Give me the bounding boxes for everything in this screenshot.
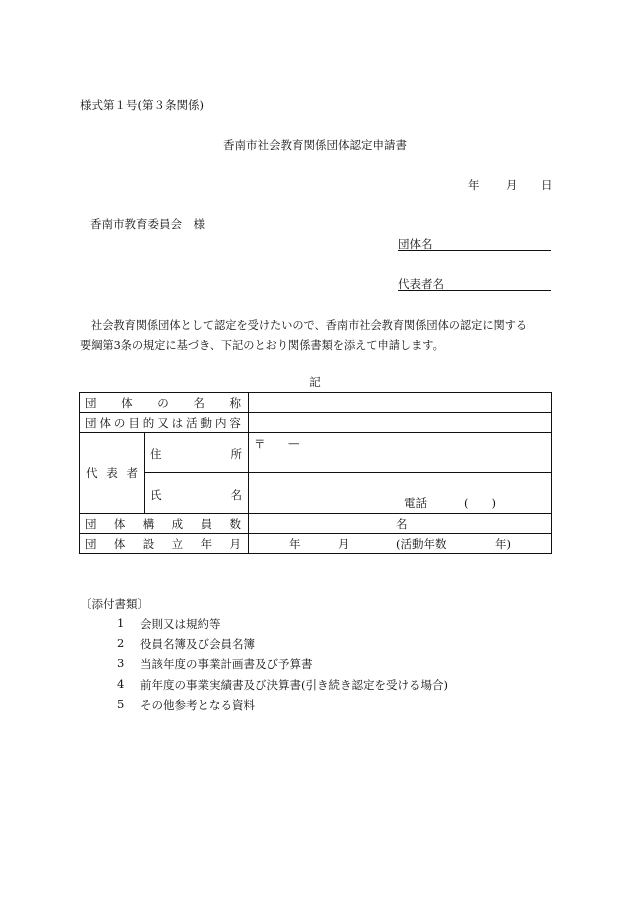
label-purpose: 団 体 の 目 的 又 は 活 動 内 容 xyxy=(85,416,241,430)
body-text-line-2: 要綱第3条の規定に基づき、下記のとおり関係書類を添えて申請します。 xyxy=(80,339,444,352)
table-rule xyxy=(551,392,552,554)
attachment-item: 前年度の事業実績書及び決算書(引き続き認定を受ける場合) xyxy=(140,678,448,692)
label-representative: 代 表 者 xyxy=(86,466,138,480)
org-name-label: 団体名 xyxy=(398,237,433,251)
founded-year-label: 年 xyxy=(289,537,301,551)
attachment-number: 1 xyxy=(117,616,125,630)
attachment-number: 4 xyxy=(117,677,125,691)
table-rule xyxy=(144,432,145,513)
date-day-label: 日 xyxy=(541,178,553,192)
attachments-heading: 〔添付書類〕 xyxy=(80,597,149,611)
form-number: 様式第１号(第３条関係) xyxy=(80,98,204,112)
org-name-field[interactable] xyxy=(398,250,551,251)
table-rule xyxy=(79,553,552,554)
attachment-number: 3 xyxy=(117,656,125,670)
purpose-cell[interactable] xyxy=(250,413,550,432)
table-rule xyxy=(79,392,80,554)
members-unit: 名 xyxy=(396,517,408,531)
members-cell[interactable] xyxy=(250,514,390,533)
date-year-label: 年 xyxy=(468,178,480,192)
addressee: 香南市教育委員会 様 xyxy=(90,217,205,231)
date-month-label: 月 xyxy=(506,178,518,192)
founded-month-label: 月 xyxy=(338,537,350,551)
phone-paren: ( ) xyxy=(464,496,496,510)
attachment-item: 役員名簿及び会員名簿 xyxy=(140,637,255,651)
name-cell[interactable] xyxy=(250,473,550,513)
label-address: 住 所 xyxy=(150,447,242,461)
founded-cell[interactable] xyxy=(250,534,390,553)
page-title: 香南市社会教育関係団体認定申請書 xyxy=(223,138,407,152)
founded-activity-end: 年) xyxy=(495,537,511,551)
attachment-item: その他参考となる資料 xyxy=(140,698,255,712)
founded-activity-label: (活動年数 xyxy=(396,537,447,551)
label-org-name: 団 体 の 名 称 xyxy=(85,396,241,410)
attachment-number: 5 xyxy=(117,697,125,711)
postal-dash: — xyxy=(288,436,300,450)
label-founded: 団 体 設 立 年 月 xyxy=(85,537,241,551)
attachment-item: 会則又は規約等 xyxy=(140,617,221,631)
label-members: 団 体 構 成 員 数 xyxy=(85,517,241,531)
label-name: 氏 名 xyxy=(150,488,242,502)
attachment-item: 当該年度の事業計画書及び予算書 xyxy=(140,657,313,671)
attachment-number: 2 xyxy=(117,636,125,650)
representative-field[interactable] xyxy=(398,290,551,291)
ki-heading: 記 xyxy=(309,375,321,389)
address-cell[interactable] xyxy=(250,433,550,472)
representative-label: 代表者名 xyxy=(398,277,444,291)
postal-mark: 〒 xyxy=(254,437,266,451)
org-name-cell[interactable] xyxy=(250,393,550,412)
table-rule xyxy=(248,392,249,554)
body-text-line-1: 社会教育関係団体として認定を受けたいので、香南市社会教育関係団体の認定に関する xyxy=(91,319,528,332)
phone-label: 電話 xyxy=(404,496,427,510)
